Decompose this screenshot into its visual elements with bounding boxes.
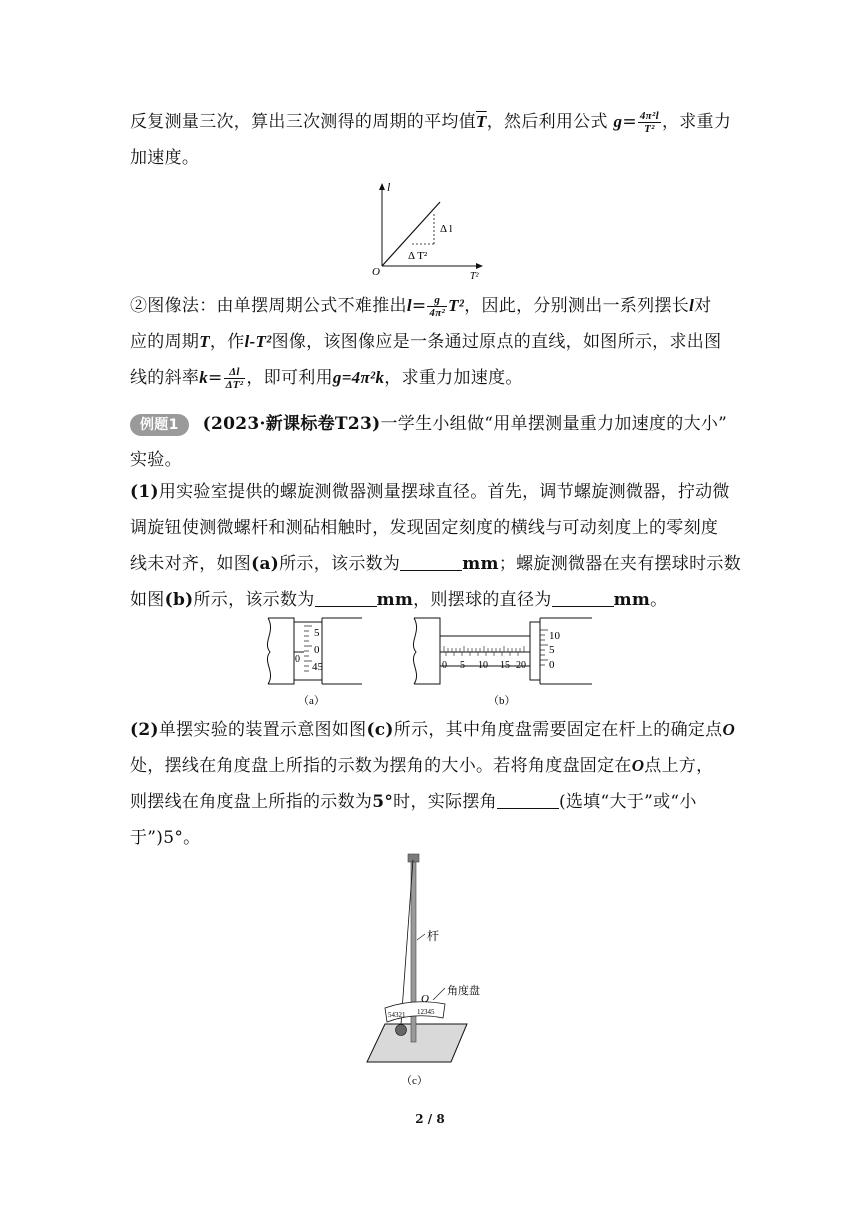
- text: ，然后利用公式: [486, 112, 608, 132]
- text: 加速度。: [130, 148, 200, 168]
- figure-ref: (b): [164, 590, 194, 610]
- thimble-label: 5: [549, 644, 555, 656]
- dial-right-scale: 12345: [417, 1008, 435, 1016]
- figure-ref: (c): [366, 720, 394, 740]
- text: 线的斜率: [130, 368, 200, 388]
- answer-blank[interactable]: [315, 588, 377, 607]
- formula-fraction: [427, 294, 447, 319]
- T-bar-symbol: $\overline{T}$: [476, 112, 487, 131]
- O-symbol: O: [722, 720, 736, 739]
- unit: mm: [376, 590, 414, 610]
- thimble-label: 0: [549, 659, 555, 671]
- text: 点上方，: [644, 756, 714, 776]
- text: ；螺旋测微器在夹有摆球时示数: [498, 554, 742, 574]
- text: 所示，其中角度盘需要固定在杆上的确定点: [393, 720, 723, 740]
- pendulum-apparatus-figure: [355, 848, 495, 1094]
- l-symbol: l: [689, 296, 695, 315]
- main-scale-label: 15: [500, 660, 510, 671]
- text: ，即可利用: [246, 368, 333, 388]
- text: ，则摆球的直径为: [413, 590, 552, 610]
- O-point-label: O: [421, 993, 429, 1005]
- delta-l-label: Δ l: [440, 223, 453, 235]
- text: 实验。: [130, 450, 182, 470]
- text: (选填“大于”或“小: [558, 792, 697, 812]
- fraction-numerator: Δl: [224, 366, 246, 379]
- scale-label: 5: [314, 627, 320, 639]
- question-number: (2): [130, 720, 159, 740]
- text: 单摆实验的装置示意图如图: [158, 720, 367, 740]
- equals: =: [208, 368, 223, 388]
- text: 。: [650, 590, 668, 610]
- formula-fraction: [638, 110, 661, 135]
- text: ，因此，分别测出一系列摆长: [464, 296, 690, 316]
- text: 调旋钮使测微螺杆和测砧相触时，发现固定刻度的横线与可动刻度上的零刻度: [130, 518, 719, 538]
- text: ，求重力: [661, 112, 732, 132]
- origin-label: O: [372, 266, 380, 278]
- main-scale-label: 20: [516, 660, 526, 671]
- text: 所示，该示数为: [193, 590, 315, 610]
- main-scale-zero: 0: [295, 654, 300, 665]
- rod-label: 杆: [427, 929, 440, 943]
- figure-ref: (a): [251, 554, 280, 574]
- g-formula: g=4π²k: [332, 368, 385, 387]
- O-symbol: O: [631, 756, 645, 775]
- question-1: [130, 474, 750, 618]
- text: 所示，该示数为: [279, 554, 401, 574]
- question-number: (1): [130, 482, 159, 502]
- main-scale-label: 5: [460, 660, 465, 671]
- l-symbol: l: [406, 296, 412, 315]
- answer-blank[interactable]: [497, 790, 559, 809]
- text: 则摆线在角度盘上所指的示数为: [130, 792, 373, 812]
- angle-value: 5°: [372, 792, 394, 812]
- fraction-denominator: ΔT²: [225, 379, 244, 391]
- T-symbol: T: [199, 332, 210, 351]
- dial-left-scale: 54321: [388, 1011, 406, 1019]
- delta-T2-label: Δ T²: [408, 250, 428, 262]
- l-T2-symbol: l-T²: [244, 332, 272, 351]
- equals: =: [411, 296, 427, 316]
- text: 对: [694, 296, 712, 316]
- example-heading: [130, 406, 750, 478]
- y-axis-label: l: [387, 180, 391, 194]
- equals: =: [622, 112, 637, 132]
- text: 图像，该图像应是一条通过原点的直线，如图所示，求出图: [271, 332, 722, 352]
- text: 时，实际摆角: [393, 792, 497, 812]
- scale-label: 0: [314, 644, 320, 656]
- question-2: [130, 712, 750, 856]
- T2-symbol: T²: [448, 296, 465, 315]
- answer-blank[interactable]: [552, 588, 614, 607]
- answer-blank[interactable]: [400, 552, 462, 571]
- l-T2-graph: [368, 180, 488, 280]
- text: 处，摆线在角度盘上所指的示数为摆角的大小。若将角度盘固定在: [130, 756, 632, 776]
- pendulum-bob: [396, 1025, 407, 1036]
- fraction-numerator: 4π²l: [639, 110, 659, 122]
- page-number: 2 / 8: [415, 1112, 445, 1126]
- text: ，作: [209, 332, 245, 352]
- figure-b-caption: （b）: [488, 695, 516, 707]
- fraction-denominator: T²: [644, 123, 655, 135]
- text: 于”)5°。: [130, 828, 201, 848]
- k-symbol: k: [199, 368, 209, 387]
- text: 反复测量三次，算出三次测得的周期的平均值: [130, 112, 476, 132]
- base-plate: [367, 1024, 467, 1062]
- micrometer-b: [413, 618, 592, 684]
- g-symbol: g: [613, 112, 623, 131]
- fraction-denominator: 4π²: [429, 307, 446, 319]
- text: 如图: [130, 590, 165, 610]
- fraction-numerator: g: [427, 294, 447, 307]
- thimble-label: 10: [549, 630, 560, 642]
- main-scale-label: 10: [478, 660, 488, 671]
- micrometer-figures: [262, 612, 602, 712]
- example-source: (2023·新课标卷T23): [202, 414, 381, 434]
- text: 用实验室提供的螺旋测微器测量摆球直径。首先，调节螺旋测微器，拧动微: [158, 482, 730, 502]
- text: ，求重力加速度。: [384, 368, 523, 388]
- paragraph-average-period: [130, 104, 750, 176]
- scale-label: 45: [312, 661, 323, 673]
- dial-label: 角度盘: [447, 985, 480, 997]
- paragraph-graph-method: [130, 288, 750, 396]
- text: 线未对齐，如图: [130, 554, 252, 574]
- x-axis-label: T²: [470, 271, 479, 280]
- text: 应的周期: [130, 332, 200, 352]
- slope-fraction: [224, 366, 246, 391]
- figure-a-caption: （a）: [298, 695, 325, 707]
- example-badge: 例题1: [130, 414, 189, 436]
- unit: mm: [462, 554, 499, 574]
- text: 一学生小组做“用单摆测量重力加速度的大小”: [380, 414, 728, 434]
- text: ②图像法：由单摆周期公式不难推出: [130, 296, 407, 316]
- figure-c-caption: （c）: [401, 1075, 428, 1087]
- main-scale-label: 0: [442, 660, 447, 671]
- unit: mm: [613, 590, 651, 610]
- micrometer-b-thimble-ticks: [540, 630, 548, 665]
